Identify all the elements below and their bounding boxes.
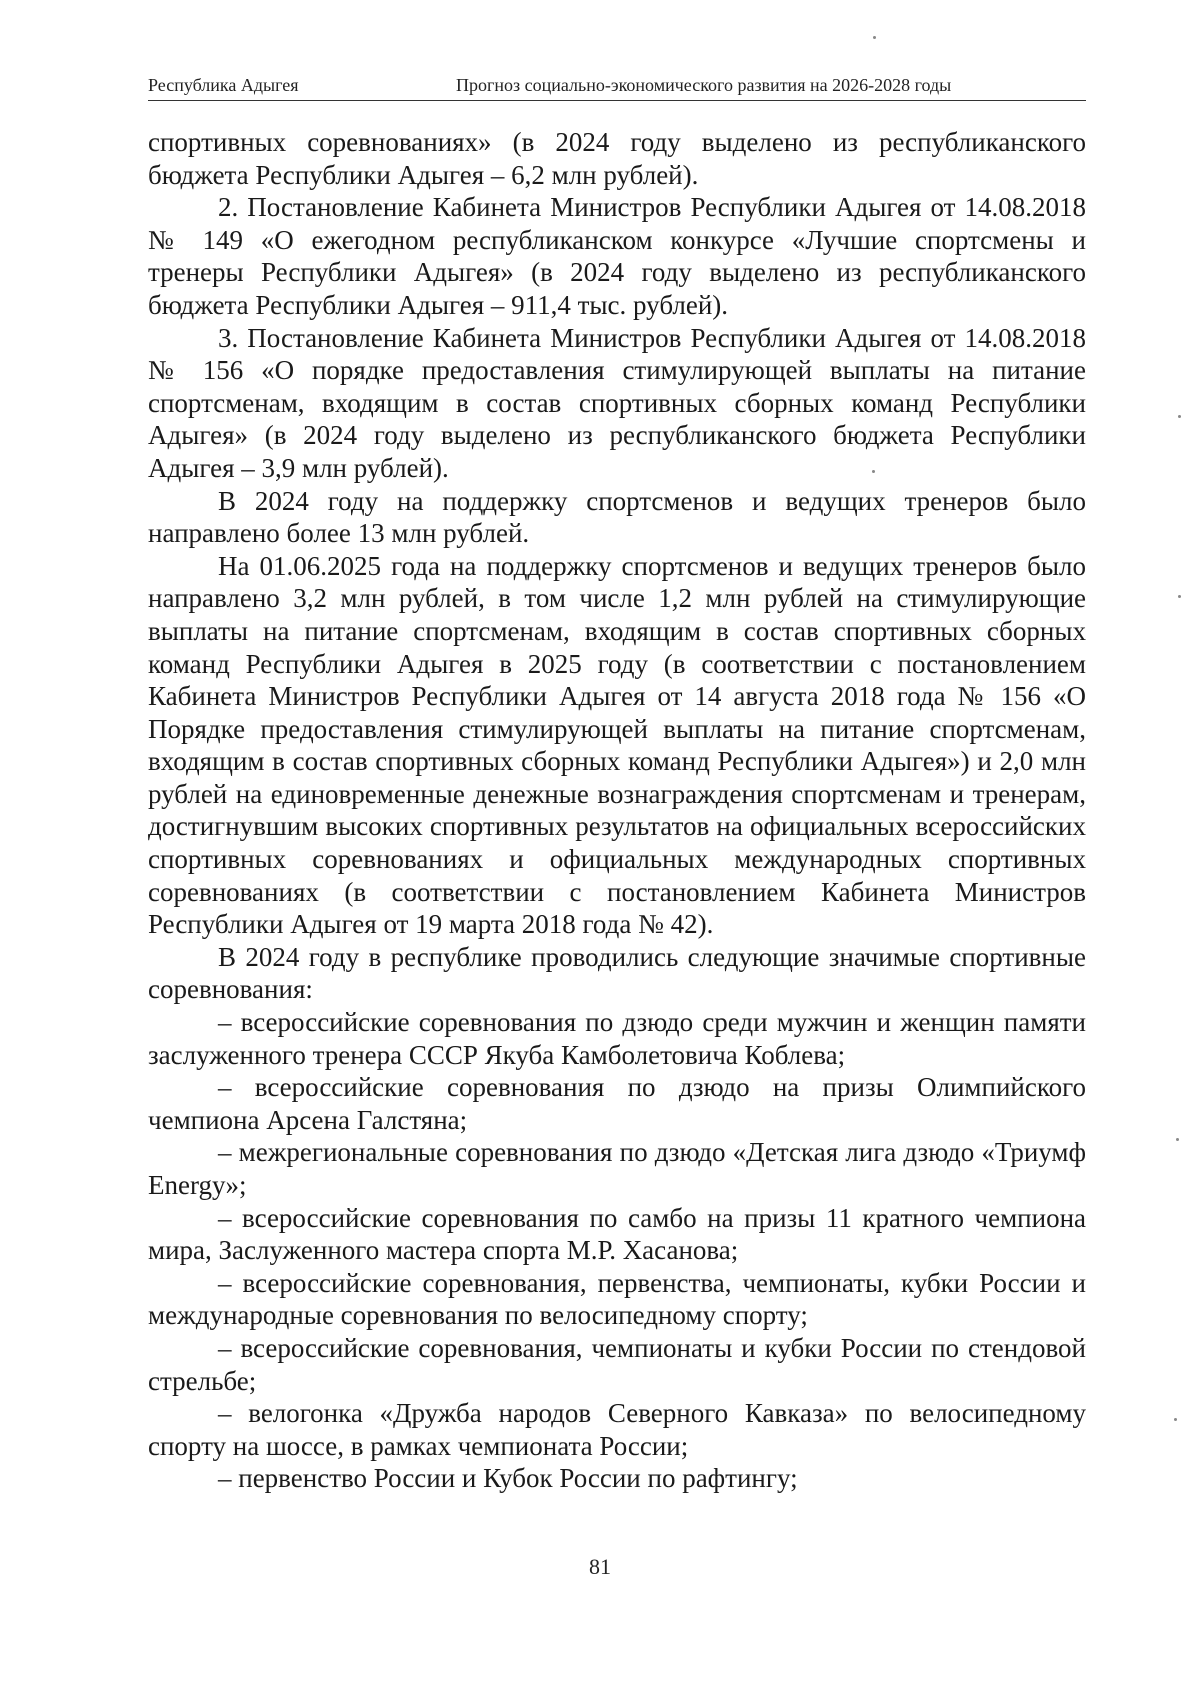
list-item: – всероссийские соревнования, чемпионаты и кубки России по стендовой стрельбе; [148, 1332, 1086, 1396]
scan-speck [1174, 1418, 1177, 1421]
paragraph: спортивных соревнованиях» (в 2024 году выделено из республиканского бюджета Республики Адыгея – 6,2 млн рублей). [148, 127, 1086, 190]
page-number: 81 [589, 1554, 611, 1579]
scan-speck [872, 470, 875, 473]
header-region: Республика Адыгея [148, 75, 299, 95]
paragraph: В 2024 году на поддержку спортсменов и ведущих тренеров было направлено более 13 млн рублей. [148, 485, 1086, 549]
list-item: – всероссийские соревнования, первенства, чемпионаты, кубки России и международные соревнования по велосипедному спорту; [148, 1267, 1086, 1331]
scan-speck [1178, 595, 1181, 598]
list-item: – всероссийские соревнования по самбо на призы 11 кратного чемпиона мира, Заслуженного мастера спорта М.Р. Хасанова; [148, 1202, 1086, 1266]
paragraph: 3. Постановление Кабинета Министров Республики Адыгея от 14.08.2018 № 156 «О порядке предоставления стимулирующей выплаты на питание спортсменам, входящим в состав спортивных сборных команд Республики Адыгея» (в 2024 году выделено из республиканского бюджета Республики Адыгея – 3,9 млн рублей). [148, 322, 1086, 483]
running-header [148, 70, 1086, 101]
list-item: – велогонка «Дружба народов Северного Кавказа» по велосипедному спорту на шоссе, в рамках чемпионата России; [148, 1398, 1086, 1461]
scan-speck [873, 36, 876, 39]
list-item: – межрегиональные соревнования по дзюдо «Детская лига дзюдо «Триумф Energy»; [148, 1137, 1086, 1200]
document-body [148, 126, 1086, 1495]
paragraph: На 01.06.2025 года на поддержку спортсменов и ведущих тренеров было направлено 3,2 млн рублей, в том числе 1,2 млн рублей на стимулирующие выплаты на питание спортсменам, входящим в состав спортивных сборных команд Республики Адыгея в 2025 году (в соответствии с постановлением Кабинета Министров Республики Адыгея от 14 августа 2018 года № 156 «О Порядке предоставления стимулирующей выплаты на питание спортсменам, входящим в состав спортивных сборных команд Республики Адыгея») и 2,0 млн рублей на единовременные денежные вознаграждения спортсменам и тренерам, достигнувшим высоких спортивных результатов на официальных всероссийских спортивных соревнованиях и официальных международных спортивных соревнованиях (в соответствии с постановлением Кабинета Министров Республики Адыгея от 19 марта 2018 года № 42). [148, 550, 1086, 940]
list-item: – первенство России и Кубок России по рафтингу; [218, 1463, 798, 1494]
list-item: – всероссийские соревнования по дзюдо на призы Олимпийского чемпиона Арсена Галстяна; [148, 1072, 1086, 1135]
paragraph: 2. Постановление Кабинета Министров Республики Адыгея от 14.08.2018 № 149 «О ежегодном республиканском конкурсе «Лучшие спортсмены и тренеры Республики Адыгея» (в 2024 году выделено из республиканского бюджета Республики Адыгея – 911,4 тыс. рублей). [148, 192, 1086, 320]
scan-speck [1178, 415, 1181, 418]
header-document-title: Прогноз социально-экономического развития на 2026-2028 годы [456, 75, 952, 95]
scan-speck [1176, 1138, 1179, 1141]
paragraph: В 2024 году в республике проводились следующие значимые спортивные соревнования: [148, 941, 1086, 1005]
list-item: – всероссийские соревнования по дзюдо среди мужчин и женщин памяти заслуженного тренера СССР Якуба Камболетовича Коблева; [148, 1007, 1086, 1070]
